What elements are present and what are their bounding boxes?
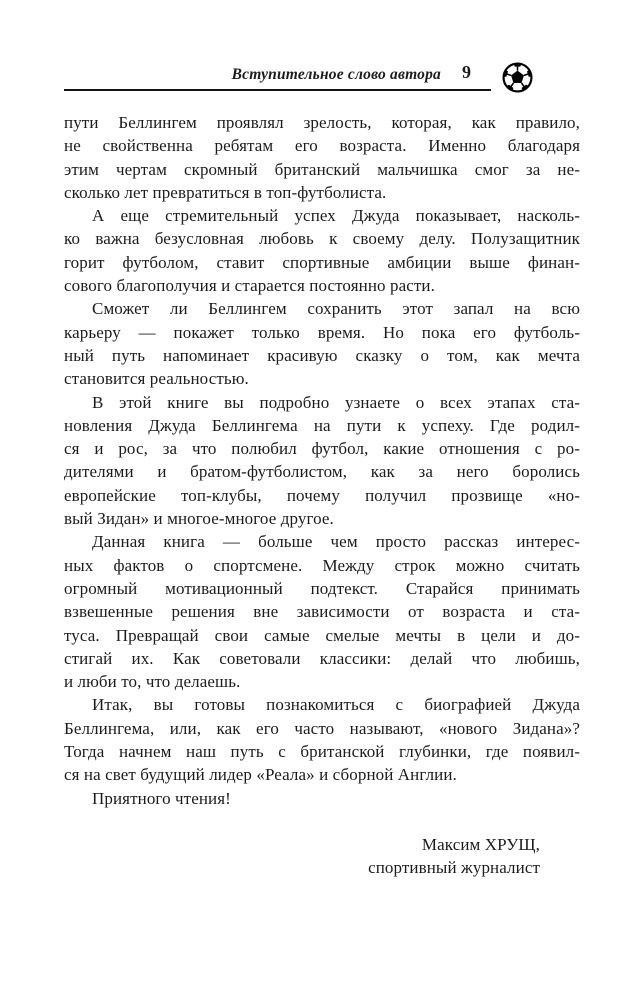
text-line: сового благополучия и старается постоянно расти. [64, 276, 435, 296]
text-line: пути Беллингем проявлял зрелость, которая, как правило, [64, 113, 580, 132]
text-line: Приятного чтения! [92, 788, 231, 808]
text-line: становится реальностью. [64, 369, 249, 389]
paragraphs [64, 111, 580, 810]
signature-name: Максим ХРУЩ, [421, 834, 540, 854]
paragraph [64, 204, 580, 297]
text-line: огромный мотивационный подтекст. Старайся принимать [64, 578, 580, 598]
text-line: ся на свет будущий лидер «Реала» и сборной Англии. [64, 765, 457, 785]
text-line: А еще стремительный успех Джуда показывает, насколь- [92, 206, 580, 226]
text-line: дителями и братом-футболистом, как за него боролись [64, 462, 580, 482]
text-line: ся и рос, за что полюбил футбол, какие отношения с ро- [64, 439, 580, 459]
paragraph [64, 391, 580, 531]
text-line: европейские топ-клубы, почему получил прозвище «но- [64, 485, 580, 505]
signature-role: спортивный журналист [368, 858, 540, 878]
text-line: новления Джуда Беллингема на пути к успеху. Где родил- [64, 415, 580, 435]
text-line: этим чертам скромный британский мальчишка смог за не- [64, 159, 580, 179]
text-line: Сможет ли Беллингем сохранить этот запал на всю [92, 299, 580, 319]
text-line: и люби то, что делаешь. [64, 672, 241, 692]
text-line: стигай их. Как советовали классики: делай что любишь, [64, 648, 580, 668]
text-line: карьеру — покажет только время. Но пока его футболь- [64, 322, 580, 342]
text-line: Данная книга — больше чем просто рассказ интерес- [92, 532, 580, 552]
text-line: Итак, вы готовы познакомиться с биографией Джуда [92, 695, 580, 715]
text-line: не свойственна ребятам его возраста. Именно благодаря [64, 136, 580, 156]
body-text [64, 111, 580, 880]
paragraph [64, 787, 580, 810]
text-line: горит футболом, ставит спортивные амбиции выше финан- [64, 252, 580, 272]
text-line: Беллингема, или, как его часто называют, «нового Зидана»? [64, 718, 580, 738]
chapter-title: Вступительное слово автора [231, 66, 441, 83]
soccer-ball-icon [502, 62, 533, 93]
text-line: ных фактов о спортсмене. Между строк можно считать [64, 555, 580, 575]
text-line: В этой книге вы подробно узнаете о всех этапах ста- [92, 392, 580, 412]
text-line: туса. Превращай свои самые смелые мечты в цели и до- [64, 625, 580, 645]
text-line: Тогда начнем наш путь с британской глубинки, где появил- [64, 742, 580, 762]
text-line: вый Зидан» и многое-многое другое. [64, 509, 334, 529]
paragraph [64, 297, 580, 390]
paragraph [64, 530, 580, 693]
signature-block [64, 833, 580, 880]
paragraph [64, 693, 580, 786]
page-number: 9 [462, 62, 471, 82]
text-line: сколько лет превратиться в топ-футболиста. [64, 182, 387, 202]
paragraph [64, 111, 580, 204]
text-line: ко важна безусловная любовь к своему делу. Полузащитник [64, 229, 580, 249]
header-rule [64, 89, 491, 91]
text-line: ный путь напоминает красивую сказку о том, как мечта [64, 345, 580, 365]
text-line: взвешенные решения вне зависимости от возраста и ста- [64, 602, 580, 622]
